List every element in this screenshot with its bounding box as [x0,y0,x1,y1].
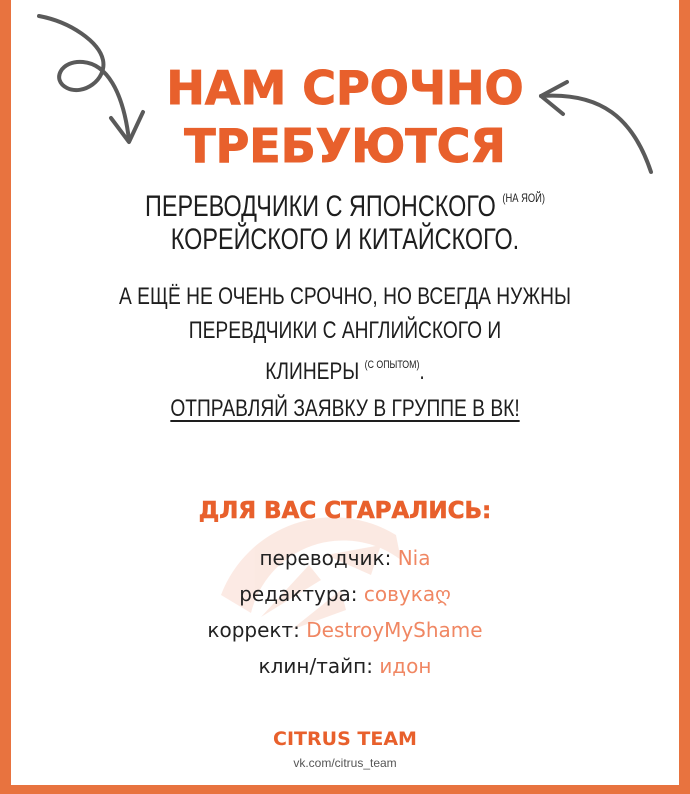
credit-name: совукаღ [363,582,451,606]
also-line-3-end: . [419,358,425,385]
credit-role: переводчик: [259,546,392,570]
credit-row [11,618,679,642]
also-line-3-text: КЛИНЕРЫ [265,358,360,385]
credit-name: DestroyMyShame [306,618,483,642]
also-line-3 [78,350,612,387]
headline-line-2: ТРЕБУЮТСЯ [184,119,506,173]
headline-line-1: НАМ СРОЧНО [166,61,524,115]
cta-line [78,394,612,424]
citrus-slice-icon [221,517,401,630]
team-link[interactable]: vk.com/citrus_team [293,756,397,770]
poster-card [11,0,679,785]
credit-name: Nia [397,546,431,570]
wanted-note: (НА ЯОЙ) [502,191,545,205]
also-note: (С ОПЫТОМ) [364,359,420,371]
credit-name: идон [379,654,432,678]
credit-row [11,582,679,606]
credits-title: ДЛЯ ВАС СТАРАЛИСЬ: [198,498,492,524]
wanted-line-2: КОРЕЙСКОГО И КИТАЙСКОГО. [170,223,520,256]
cta-text: ОТПРАВЛЯЙ ЗАЯВКУ В ГРУППЕ В ВК! [170,395,520,422]
also-line-2: ПЕРЕВДЧИКИ С АНГЛИЙСКОГО И [188,317,502,344]
credit-row [11,654,679,678]
wanted-line-1-text: ПЕРЕВОДЧИКИ С ЯПОНСКОГО [145,190,496,223]
credit-role: редактура: [239,582,358,606]
wanted-line-1 [84,180,605,225]
credit-role: клин/тайп: [258,654,373,678]
team-name: CITRUS TEAM [273,728,417,750]
also-line-1: А ЕЩЁ НЕ ОЧЕНЬ СРОЧНО, НО ВСЕГДА НУЖНЫ [119,283,571,310]
credit-row [11,546,679,570]
credit-role: коррект: [207,618,300,642]
